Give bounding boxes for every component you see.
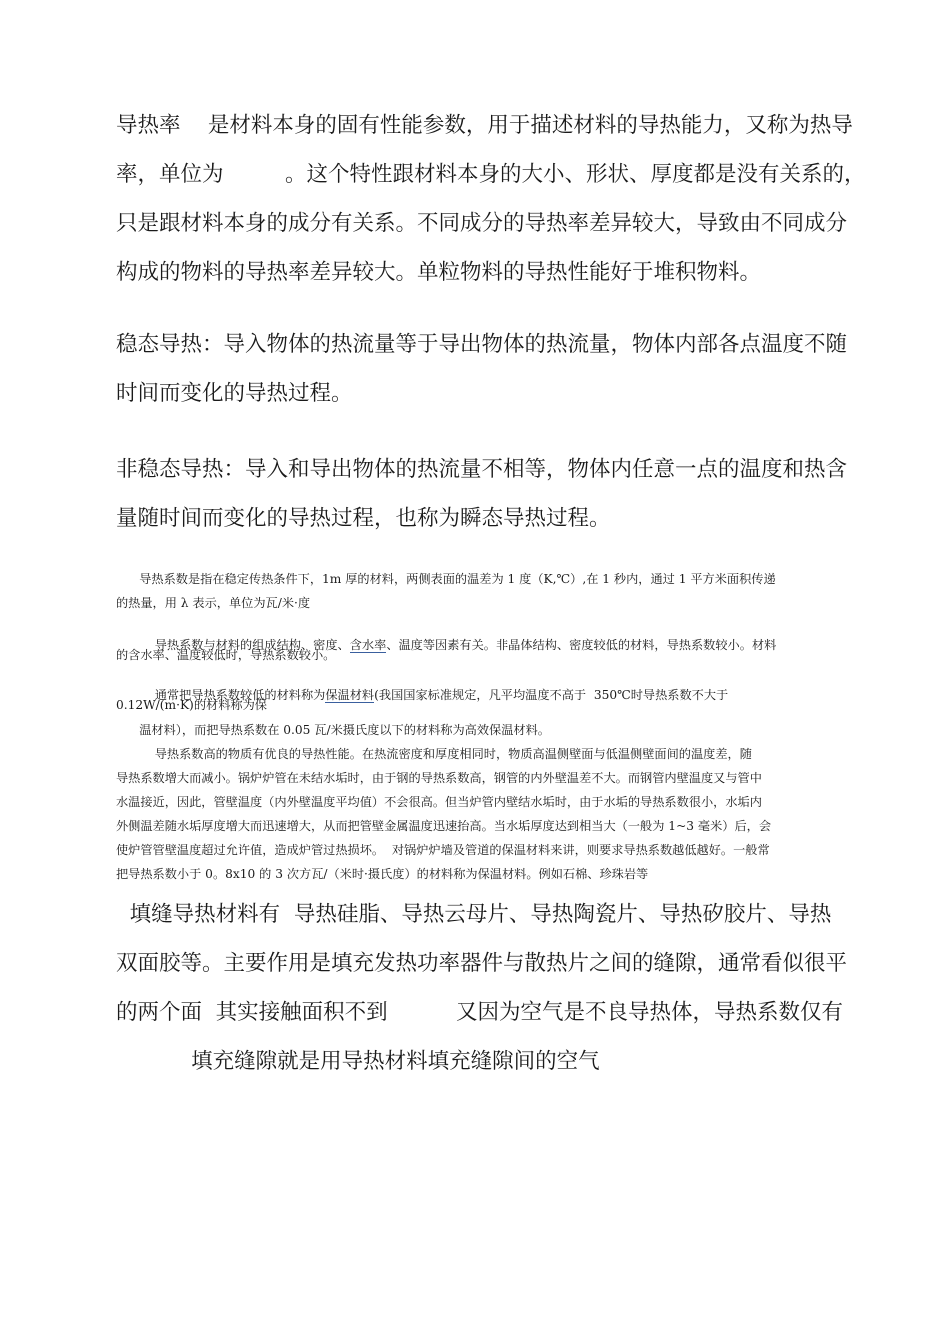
text-segment: 通常把导热系数较低的材料称为: [131, 688, 326, 702]
text-line: 填缝导热材料有 导热硅脂、导热云母片、导热陶瓷片、导热矽胶片、导热: [116, 902, 832, 927]
text-line: 量随时间而变化的导热过程，也称为瞬态导热过程。: [116, 506, 611, 531]
text-line: 构成的物料的导热率差异较大。单粒物料的导热性能好于堆积物料。: [116, 260, 762, 285]
text-line: 的热量，用 λ 表示，单位为瓦/米·度: [116, 596, 311, 610]
text-line: 导热系数是指在稳定传热条件下，1m 厚的材料，两侧表面的温差为 1 度（K,℃）,在 1 秒内，通过 1 平方米面积传递: [116, 572, 776, 586]
link-insulation-material[interactable]: 保温材料: [325, 688, 375, 702]
text-segment: (我国国家标准规定，凡平均温度不高于 350℃时导热系数不大于: [374, 688, 729, 702]
text-line: 的两个面 其实接触面积不到 又因为空气是不良导热体，导热系数仅有: [116, 1000, 844, 1025]
text-line: 使炉管管壁温度超过允许值，造成炉管过热损坏。 对锅炉炉墙及管道的保温材料来讲，则要求导热系数越低越好。一般常: [116, 843, 770, 857]
text-line: 0.12W/(m·K)的材料称为保: [116, 698, 267, 712]
text-line: 稳态导热：导入物体的热流量等于导出物体的热流量，物体内部各点温度不随: [116, 332, 848, 357]
text-line: 非稳态导热：导入和导出物体的热流量不相等，物体内任意一点的温度和热含: [116, 457, 848, 482]
text-line: 时间而变化的导热过程。: [116, 381, 353, 406]
text-segment: 、温度等因素有关。非晶体结构、密度较低的材料，导热系数较小。材料: [386, 638, 777, 652]
text-line: 只是跟材料本身的成分有关系。不同成分的导热率差异较大，导致由不同成分: [116, 211, 848, 236]
link-moisture-content[interactable]: 含水率: [349, 638, 387, 652]
text-line: 把导热系数小于 0。8x10 的 3 次方瓦/（米时·摄氏度）的材料称为保温材料。例如石棉、珍珠岩等: [116, 867, 649, 881]
text-line: 的含水率、温度较低时，导热系数较小。: [116, 648, 336, 662]
text-line: 双面胶等。主要作用是填充发热功率器件与散热片之间的缝隙，通常看似很平: [116, 951, 848, 976]
text-line: 导热系数高的物质有优良的导热性能。在热流密度和厚度相同时，物质高温侧壁面与低温侧壁面间的温度差，随: [116, 747, 752, 761]
text-line: 外侧温差随水垢厚度增大而迅速增大，从而把管壁金属温度迅速抬高。当水垢厚度达到相当大（一般为 1~3 毫米）后，会: [116, 819, 772, 833]
text-line: 导热率 是材料本身的固有性能参数，用于描述材料的导热能力，又称为热导: [116, 113, 853, 138]
text-line: 导热系数增大而减小。锅炉炉管在未结水垢时，由于钢的导热系数高，钢管的内外壁温差不大。而钢管内壁温度又与管中: [116, 771, 762, 785]
text-line: 填充缝隙就是用导热材料填充缝隙间的空气: [116, 1049, 600, 1074]
text-segment: 导热系数与材料的组成结构、密度、: [131, 638, 350, 652]
text-line: 率，单位为 。这个特性跟材料本身的大小、形状、厚度都是没有关系的，: [116, 162, 866, 187]
text-line: 温材料），而把导热系数在 0.05 瓦/米摄氏度以下的材料称为高效保温材料。: [116, 723, 550, 737]
text-line: 水温接近，因此，管壁温度（内外壁温度平均值）不会很高。但当炉管内壁结水垢时，由于水垢的导热系数很小，水垢内: [116, 795, 762, 809]
